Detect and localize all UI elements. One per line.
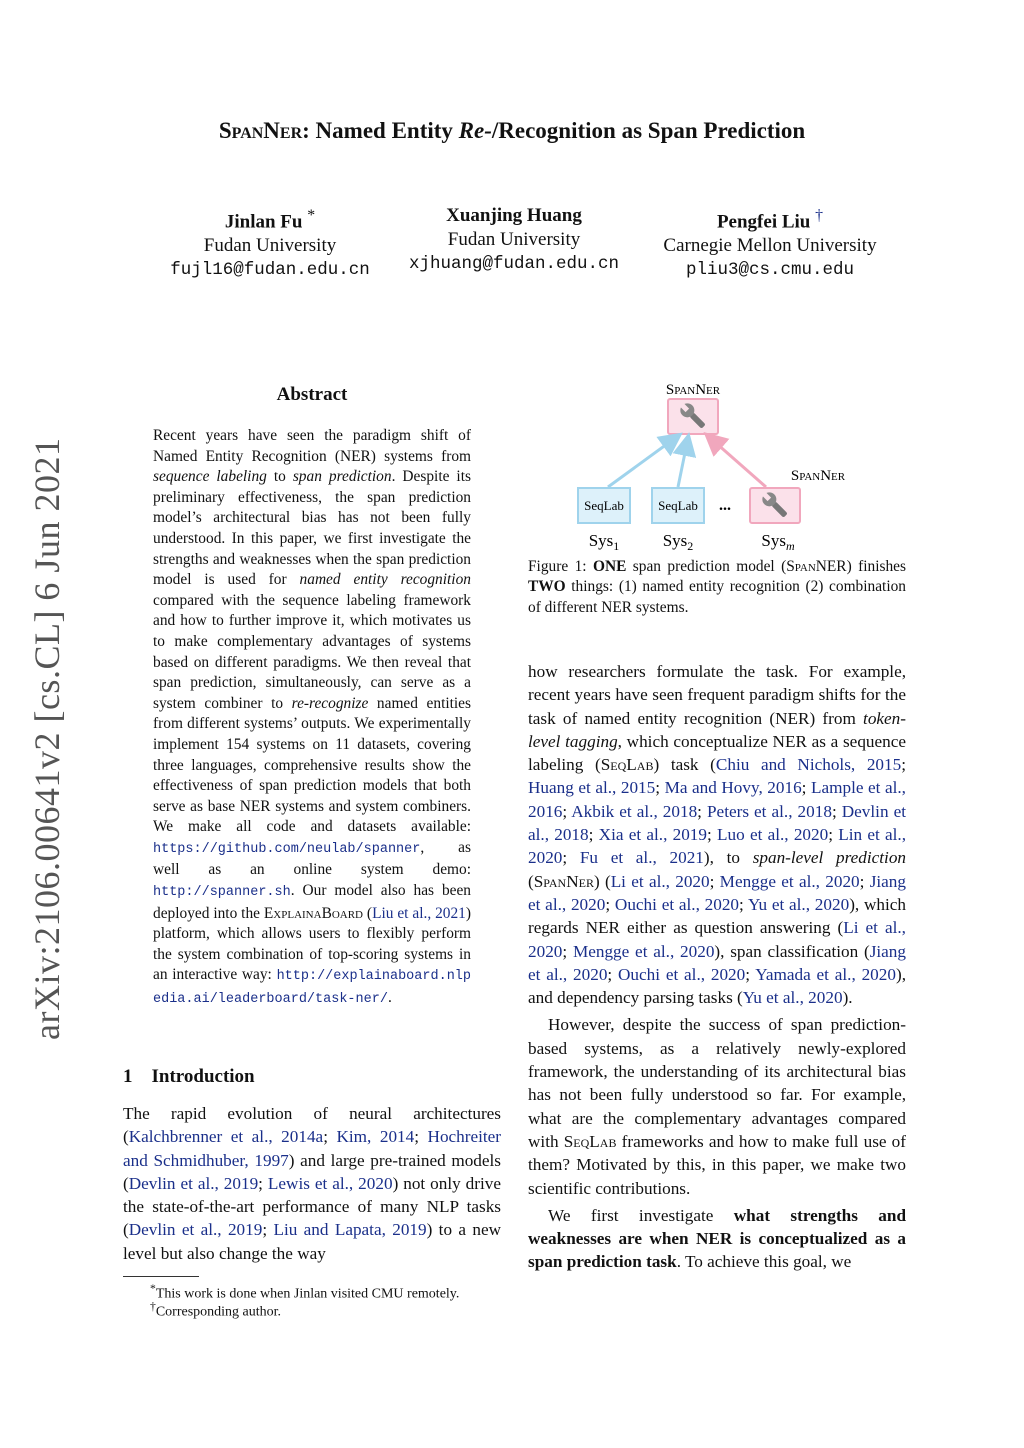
author-name: Xuanjing Huang (446, 205, 582, 226)
citation-link[interactable]: Kalchbrenner et al., 2014a (128, 1127, 324, 1147)
citation-link[interactable]: Ouchi et al., 2020 (614, 894, 740, 914)
figure-1-diagram (528, 370, 908, 555)
citation-link[interactable]: Fu et al., 2021 (579, 848, 704, 868)
author-affiliation: Carnegie Mellon University (663, 235, 877, 257)
author-block: Jinlan Fu * Fudan University fujl16@fudan.edu.cn (140, 204, 400, 282)
arxiv-identifier: arXiv:2106.00641v2 [cs.CL] 6 Jun 2021 (27, 437, 67, 1040)
citation-link[interactable]: Chiu and Nichols, 2015 (715, 755, 902, 775)
footnote-rule (123, 1276, 199, 1277)
svg-text:...: ... (719, 497, 731, 514)
citation-link[interactable]: Lample et al., 2016 (528, 778, 906, 821)
citation-link[interactable]: Devlin et al., 2019 (128, 1220, 263, 1240)
citation-link[interactable]: Liu and Lapata, 2019 (273, 1220, 427, 1240)
intro-paragraph: The rapid evolution of neural architectures (Kalchbrenner et al., 2014a; Kim, 2014; Hochreiter and Schmidhuber, 1997) and large pre-trained models (Devlin et al., 2019; Lewis et al., 2020) not only drive the state-of-the-art performance of many NLP tasks (Devlin et al., 2019; Liu and Lapata, 2019) to a new level but also change the way (123, 1104, 502, 1263)
spanner-right-label: SpanNer (790, 468, 846, 484)
author-name: Jinlan Fu (224, 211, 303, 233)
citation-link[interactable]: Jiang et al., 2020 (528, 871, 906, 914)
svg-text:SeqLab: SeqLab (658, 498, 698, 513)
author-affiliation: Fudan University (447, 229, 581, 250)
citation-link[interactable]: Li et al., 2020 (610, 871, 710, 891)
author-block: Pengfei Liu † Carnegie Mellon University pliu3@cs.cmu.edu (640, 204, 900, 282)
citation-link[interactable]: Liu et al., 2021 (372, 904, 466, 922)
citation-link[interactable]: Akbik et al., 2018 (571, 801, 698, 821)
author-email: pliu3@cs.cmu.edu (685, 260, 855, 281)
demo-link[interactable]: http://spanner.sh (153, 885, 291, 901)
citation-link[interactable]: Lin et al., 2020 (528, 825, 907, 868)
citation-link[interactable]: Mengge et al., 2020 (572, 941, 715, 961)
sys-1-label: Sys$_1$ (588, 531, 620, 553)
citation-link[interactable]: Li et al., 2020 (528, 918, 906, 961)
citation-link[interactable]: Peters et al., 2018 (707, 801, 832, 821)
code-link[interactable]: https://github.com/neulab/spanner (153, 841, 421, 857)
citation-link[interactable]: Yamada et al., 2020 (755, 964, 896, 984)
footnote: †Corresponding author. (150, 1300, 282, 1320)
citation-link[interactable]: Kim, 2014 (336, 1127, 415, 1147)
citation-link[interactable]: Ma and Hovy, 2016 (664, 778, 802, 798)
citation-link[interactable]: Devlin et al., 2019 (128, 1173, 259, 1193)
section-heading-introduction: 1 Introduction (123, 1066, 255, 1087)
citation-link[interactable]: Ouchi et al., 2020 (618, 964, 746, 984)
citation-link[interactable]: Mengge et al., 2020 (719, 871, 860, 891)
sys-2-label: Sys$_2$ (662, 531, 694, 553)
citation-link[interactable]: Jiang et al., 2020 (528, 941, 906, 984)
author-block (384, 204, 644, 276)
paper-title: SpanNer: Named Entity Re-/Recognition as Span Prediction (218, 118, 806, 143)
paragraph: We first investigate what strengths and weaknesses are when NER is conceptualized as a span prediction task. To achieve this goal, we (528, 1205, 907, 1272)
spanner-top-label: SpanNer (665, 382, 721, 398)
author-affiliation: Fudan University (203, 235, 337, 257)
author-email: xjhuang@fudan.edu.cn (408, 254, 620, 274)
abstract-heading: Abstract (276, 384, 348, 405)
citation-link[interactable]: Huang et al., 2015 (528, 778, 656, 798)
figure-caption: Figure 1: ONE span prediction model (SpanNER) finishes TWO things: (1) named entity recognition (2) combination of different NER systems. (528, 558, 906, 616)
citation-link[interactable]: Devlin et al., 2018 (528, 801, 906, 845)
leaderboard-link[interactable]: http://explainaboard.nlpedia.ai/leaderboard/task-ner/ (153, 969, 471, 1008)
citation-link[interactable]: Lewis et al., 2020 (267, 1173, 393, 1193)
arrow-seqlab2 (678, 438, 688, 487)
sys-m-label: Sys$_m$ (761, 531, 795, 553)
paragraph: how researchers formulate the task. For example, recent years have seen frequent paradigm shifts for the task of named entity recognition (NER) from token-level tagging, which conceptualize NER as a sequence labeling (SeqLab) task (Chiu and Nichols, 2015; Huang et al., 2015; Ma and Hovy, 2016; Lample et al., 2016; Akbik et al., 2018; Peters et al., 2018; Devlin et al., 2018; Xia et al., 2019; Luo et al., 2020; Lin et al., 2020; Fu et al., 2021), to span-level prediction (SpanNer) (Li et al., 2020; Mengge et al., 2020; Jiang et al., 2020; Ouchi et al., 2020; Yu et al., 2020), which regards NER either as question answering (Li et al., 2020; Mengge et al., 2020), span classification (Jiang et al., 2020; Ouchi et al., 2020; Yamada et al., 2020), and dependency parsing tasks (Yu et al., 2020). (528, 662, 907, 1008)
abstract-body: Recent years have seen the paradigm shift of Named Entity Recognition (NER) systems from sequence labeling to span prediction. Despite its preliminary effectiveness, the span prediction model’s architectural bias has not been fully understood. In this paper, we first investigate the strengths and weaknesses when the span prediction model is used for named entity recognition compared with the sequence labeling framework and how to further improve it, which motivates us to make complementary advantages of systems based on different paradigms. We then reveal that span prediction, simultaneously, can serve as a system combiner to re-recognize named entities from different systems’ outputs. We experimentally implement 154 systems on 11 datasets, covering three languages, comprehensive results show the effectiveness of span prediction models that both serve as base NER systems and system combiners. We make all code and datasets available: https://github.com/neulab/spanner, as well as an online system demo: http://spanner.sh. Our model also has been deployed into the ExplainaBoard (Liu et al., 2021) platform, which allows users to flexibly perform the system combination of top-scoring systems in an interactive way: http://explainaboard.nlpedia.ai/leaderboard/task-ner/. (153, 427, 472, 1008)
paragraph: However, despite the success of span prediction-based systems, as a relatively newly-explored framework, the understanding of its architectural bias has not been fully understood so far. For example, what are the complementary advantages compared with SeqLab frameworks and how to make full use of them? Motivated by this, in this paper, we make two scientific contributions. (528, 1015, 907, 1198)
citation-link[interactable]: Yu et al., 2020 (742, 988, 843, 1008)
arrow-seqlab1 (608, 436, 678, 487)
footnote: *This work is done when Jinlan visited CMU remotely. (150, 1282, 460, 1302)
author-email: fujl16@fudan.edu.cn (170, 260, 370, 281)
citation-link[interactable]: Xia et al., 2019 (598, 825, 707, 845)
citation-link[interactable]: Luo et al., 2020 (717, 825, 829, 845)
arrow-spanner (708, 436, 766, 487)
author-name: Pengfei Liu (716, 211, 811, 233)
right-column-text (528, 660, 906, 1274)
citation-link[interactable]: Yu et al., 2020 (747, 894, 850, 914)
citation-link[interactable]: Hochreiter and Schmidhuber, 1997 (123, 1127, 502, 1170)
svg-text:SeqLab: SeqLab (584, 498, 624, 513)
